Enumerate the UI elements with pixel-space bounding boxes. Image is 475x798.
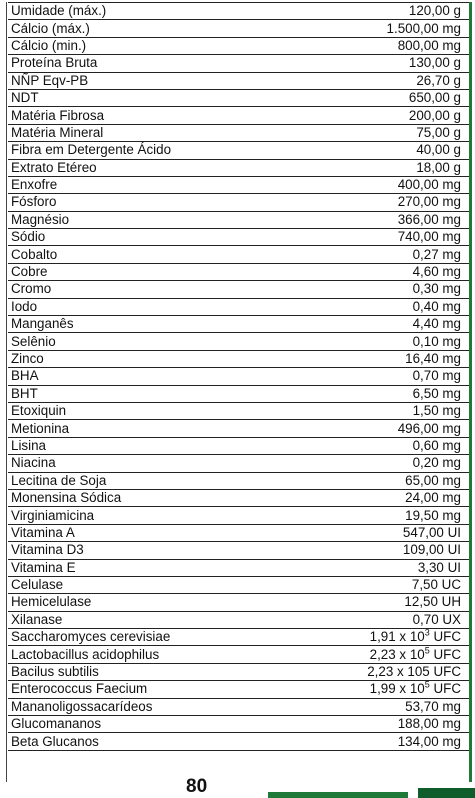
nutrient-name: Bacilus subtilis xyxy=(8,663,282,680)
nutrient-name: Niacina xyxy=(8,455,282,472)
nutrient-name: Proteína Bruta xyxy=(8,55,282,72)
nutrient-name: Etoxiquin xyxy=(8,402,282,419)
nutrient-name: Umidade (máx.) xyxy=(8,3,282,20)
nutrient-amount: 1,50 mg xyxy=(282,402,469,419)
nutrient-amount: 12,50 UH xyxy=(282,594,469,611)
nutrient-name: Magnésio xyxy=(8,211,282,228)
nutrient-name: Beta Glucanos xyxy=(8,733,282,750)
nutrient-name: Cálcio (min.) xyxy=(8,37,282,54)
brand-logo-mark xyxy=(418,788,475,798)
nutrient-name: Extrato Etéreo xyxy=(8,159,282,176)
page-number: 80 xyxy=(186,776,208,797)
nutrient-amount: 650,00 g xyxy=(282,89,469,106)
nutrient-amount: 130,00 g xyxy=(282,55,469,72)
table-row xyxy=(8,72,469,89)
table-row xyxy=(8,316,469,333)
table-row xyxy=(8,368,469,385)
table-row xyxy=(8,298,469,315)
amount-exponent: 5 xyxy=(424,680,430,690)
nutrient-amount: 2,23 x 105 UFC xyxy=(282,663,469,680)
table-row xyxy=(8,263,469,280)
nutrient-name: Xilanase xyxy=(8,611,282,628)
nutrient-amount: 26,70 g xyxy=(282,72,469,89)
nutrient-amount: 740,00 mg xyxy=(282,229,469,246)
nutrient-name: Fibra em Detergente Ácido xyxy=(8,142,282,159)
nutrient-name: Vitamina A xyxy=(8,524,282,541)
nutrient-amount: 4,40 mg xyxy=(282,316,469,333)
nutrient-name: NÑP Eqv-PB xyxy=(8,72,282,89)
nutrient-name: Cálcio (máx.) xyxy=(8,20,282,37)
table-row xyxy=(8,20,469,37)
nutrient-amount: 40,00 g xyxy=(282,142,469,159)
nutrient-name: Manganês xyxy=(8,316,282,333)
nutrient-amount: 4,60 mg xyxy=(282,263,469,280)
amount-base: 2,23 x 10 xyxy=(369,646,425,662)
amount-exponent: 3 xyxy=(424,628,430,638)
nutrient-name: Cobre xyxy=(8,263,282,280)
nutrient-name: Enterococcus Faecium xyxy=(8,681,282,698)
table-row xyxy=(8,159,469,176)
table-row xyxy=(8,229,469,246)
nutrient-amount xyxy=(282,646,469,663)
nutrient-amount: 0,70 UX xyxy=(282,611,469,628)
nutrient-table xyxy=(8,2,469,751)
nutrient-name: Hemicelulase xyxy=(8,594,282,611)
nutrient-amount: 6,50 mg xyxy=(282,385,469,402)
table-row xyxy=(8,681,469,698)
nutrient-amount: 53,70 mg xyxy=(282,698,469,715)
nutrient-name: Glucomananos xyxy=(8,716,282,733)
nutrient-name: Celulase xyxy=(8,576,282,593)
amount-exponent: 5 xyxy=(424,645,430,656)
table-row xyxy=(8,507,469,524)
brand-logo xyxy=(268,786,475,798)
nutrient-amount: 109,00 UI xyxy=(282,542,469,559)
table-row xyxy=(8,211,469,228)
table-row xyxy=(8,385,469,402)
nutrient-name: Virginiamicina xyxy=(8,507,282,524)
nutrient-name: Fósforo xyxy=(8,194,282,211)
nutrient-amount: 3,30 UI xyxy=(282,559,469,576)
table-row xyxy=(8,576,469,593)
nutrient-amount: 18,00 g xyxy=(282,159,469,176)
table-right-border xyxy=(469,2,472,782)
table-row xyxy=(8,333,469,350)
nutrient-amount: 7,50 UC xyxy=(282,576,469,593)
table-row xyxy=(8,437,469,454)
nutrient-amount: 75,00 g xyxy=(282,124,469,141)
table-row xyxy=(8,629,469,646)
table-row xyxy=(8,350,469,367)
amount-base: 1,99 x 10 xyxy=(369,681,425,697)
table-row xyxy=(8,716,469,733)
table-row xyxy=(8,472,469,489)
table-row xyxy=(8,107,469,124)
table-row xyxy=(8,663,469,680)
nutrient-name: Mananoligossacarídeos xyxy=(8,698,282,715)
table-row xyxy=(8,142,469,159)
nutrient-amount: 24,00 mg xyxy=(282,489,469,506)
nutrient-amount xyxy=(282,629,469,646)
nutrient-name: Monensina Sódica xyxy=(8,489,282,506)
table-row xyxy=(8,455,469,472)
nutrient-name: Selênio xyxy=(8,333,282,350)
brand-logo-bar xyxy=(268,792,408,798)
table-row xyxy=(8,420,469,437)
amount-unit: UFC xyxy=(429,629,461,645)
nutrient-name: Vitamina E xyxy=(8,559,282,576)
table-row xyxy=(8,37,469,54)
table-row xyxy=(8,281,469,298)
table-row xyxy=(8,402,469,419)
nutrient-name: Matéria Fibrosa xyxy=(8,107,282,124)
nutrient-name: Matéria Mineral xyxy=(8,124,282,141)
nutrient-amount: 65,00 mg xyxy=(282,472,469,489)
nutrient-amount: 270,00 mg xyxy=(282,194,469,211)
nutrient-amount: 1.500,00 mg xyxy=(282,20,469,37)
table-row xyxy=(8,3,469,20)
table-row xyxy=(8,733,469,750)
nutrient-name: Saccharomyces cerevisiae xyxy=(8,629,282,646)
table-row xyxy=(8,489,469,506)
nutrient-amount: 400,00 mg xyxy=(282,176,469,193)
table-row xyxy=(8,89,469,106)
nutrient-amount: 134,00 mg xyxy=(282,733,469,750)
table-row xyxy=(8,611,469,628)
table-row xyxy=(8,194,469,211)
nutrient-amount: 800,00 mg xyxy=(282,37,469,54)
nutrient-amount: 547,00 UI xyxy=(282,524,469,541)
nutrient-name: Zinco xyxy=(8,350,282,367)
nutrient-amount: 366,00 mg xyxy=(282,211,469,228)
table-row xyxy=(8,698,469,715)
nutrient-name: Lactobacillus acidophilus xyxy=(8,646,282,663)
nutrient-amount: 120,00 g xyxy=(282,3,469,20)
nutrient-name: Iodo xyxy=(8,298,282,315)
nutrient-name: Cobalto xyxy=(8,246,282,263)
nutrient-name: Lisina xyxy=(8,437,282,454)
table-body xyxy=(8,3,469,751)
nutrient-amount: 200,00 g xyxy=(282,107,469,124)
table-row xyxy=(8,55,469,72)
table-row xyxy=(8,124,469,141)
nutrient-name: NDT xyxy=(8,89,282,106)
nutrient-name: Cromo xyxy=(8,281,282,298)
nutrient-amount: 0,30 mg xyxy=(282,281,469,298)
nutrient-name: Metionina xyxy=(8,420,282,437)
nutrient-name: Vitamina D3 xyxy=(8,542,282,559)
amount-base: 1,91 x 10 xyxy=(369,629,425,645)
nutrient-amount xyxy=(282,681,469,698)
nutrient-amount: 0,10 mg xyxy=(282,333,469,350)
nutrient-amount: 0,40 mg xyxy=(282,298,469,315)
table-row xyxy=(8,559,469,576)
nutrient-amount: 0,70 mg xyxy=(282,368,469,385)
nutrient-amount: 188,00 mg xyxy=(282,716,469,733)
nutrient-amount: 0,20 mg xyxy=(282,455,469,472)
nutrient-name: Sódio xyxy=(8,229,282,246)
nutrient-name: Lecitina de Soja xyxy=(8,472,282,489)
nutrient-name: Enxofre xyxy=(8,176,282,193)
nutrient-amount: 496,00 mg xyxy=(282,420,469,437)
table-row xyxy=(8,524,469,541)
table-row xyxy=(8,176,469,193)
nutrient-amount: 16,40 mg xyxy=(282,350,469,367)
nutrient-amount: 0,60 mg xyxy=(282,437,469,454)
table-row xyxy=(8,542,469,559)
nutrient-amount: 0,27 mg xyxy=(282,246,469,263)
amount-unit: UFC xyxy=(429,646,461,662)
nutrient-amount: 19,50 mg xyxy=(282,507,469,524)
table-left-border xyxy=(6,2,7,782)
table-row xyxy=(8,246,469,263)
nutrient-name: BHA xyxy=(8,368,282,385)
table-row xyxy=(8,646,469,663)
table-row xyxy=(8,594,469,611)
nutrient-name: BHT xyxy=(8,385,282,402)
amount-unit: UFC xyxy=(429,681,461,697)
